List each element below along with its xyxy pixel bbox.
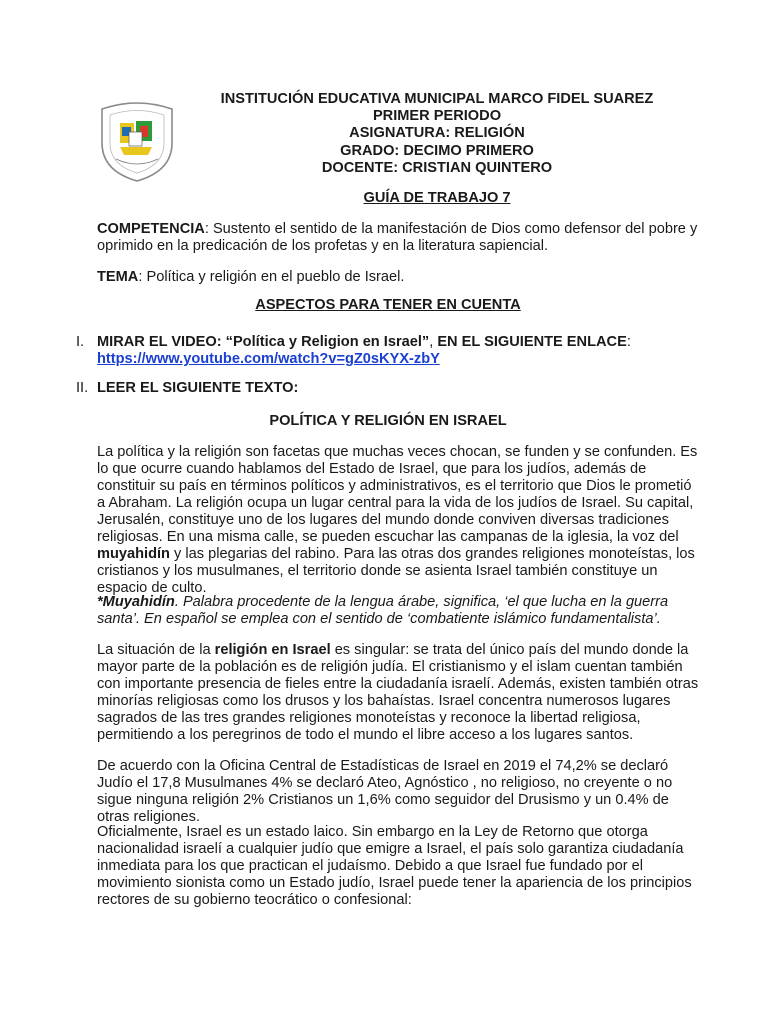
header-period: PRIMER PERIODO (372, 108, 502, 125)
read-instruction: LEER EL SIGUIENTE TEXTO: (97, 380, 299, 396)
competencia-label: COMPETENCIA (97, 221, 205, 237)
body-paragraph (97, 444, 703, 597)
body-paragraph: De acuerdo con la Oficina Central de Estadísticas de Israel en 2019 el 74,2% se declaró Judío el 17,8 Musulmanes 4% se declaró Ateo, Agnóstico , no religioso, no creyente o no sigue ninguna religión 2% Cristianos un 1,6% como seguidor del Drusismo y un 0.4% de otras religiones. (97, 758, 673, 825)
tema-paragraph (97, 269, 703, 286)
paragraph-text: La política y la religión son facetas que muchas veces chocan, se funden y se confunden. Es lo que ocurre cuando hablamos del Estado de Israel, que para los judíos, además de constituir su país en términos políticos y administrativos, es el territorio que Dios le prometió a Abraham. La religión ocupa un lugar central para la vida de los judíos de Israel. Su capital, Jerusalén, constituye uno de los lugares del mundo donde conviven diversas tradiciones religiosas. En una misma calle, se pueden escuchar las campanas de la iglesia, la voz del (97, 444, 698, 545)
body-paragraph (97, 642, 703, 744)
header-grade: GRADO: DECIMO PRIMERO (340, 142, 534, 159)
body-paragraph: Oficialmente, Israel es un estado laico. Sin embargo en la Ley de Retorno que otorga nacionalidad israelí a cualquier judío que emigre a Israel, el país solo garantiza ciudadanía inmediata para los que practican el judaísmo. Debido a que Israel fue fundado por el movimiento sionista como un Estado judío, Israel puede tener la apariencia de los principios rectores de su gobierno teocrático o confesional: (97, 824, 692, 908)
footnote-text: . Palabra procedente de la lengua árabe, significa, ‘el que lucha en la guerra santa’. En español se emplea con el sentido de ‘combatiente islámico fundamentalista’. (97, 594, 669, 627)
video-colon: : (626, 334, 631, 350)
competencia-paragraph (97, 221, 703, 255)
paragraph-bold-text: muyahidín (97, 546, 170, 562)
document-header (200, 91, 674, 177)
video-instruction-link-label: EN EL SIGUIENTE ENLACE (437, 334, 627, 350)
competencia-text: : Sustento el sentido de la manifestación de Dios como defensor del pobre y oprimido en la predicación de los profetas y en la literatura sapiencial. (97, 221, 698, 254)
aspectos-heading: ASPECTOS PARA TENER EN CUENTA (255, 297, 521, 313)
school-crest-logo (96, 99, 178, 183)
footnote-paragraph (97, 594, 703, 628)
video-instruction: MIRAR EL VIDEO: “Política y Religion en Israel” (97, 334, 430, 350)
header-subject: ASIGNATURA: RELIGIÓN (349, 125, 525, 142)
footnote-term: *Muyahidín (97, 594, 175, 610)
youtube-link[interactable]: https://www.youtube.com/watch?v=gZ0sKYX-zbY (97, 351, 440, 367)
tema-text: : Política y religión en el pueblo de Israel. (138, 269, 405, 285)
header-teacher: DOCENTE: CRISTIAN QUINTERO (321, 159, 553, 176)
video-comma: , (429, 334, 438, 350)
guide-title: GUÍA DE TRABAJO 7 (363, 190, 511, 206)
list-number: I. (76, 334, 85, 350)
paragraph-text: es singular: se trata del único país del mundo donde la mayor parte de la población es de religión judía. El cristianismo y el islam cuentan también con importante presencia de fieles entre la ciudadanía israelí. Además, existen también otras minorías religiosas como los drusos y los bahaístas. Israel concentra numerosos lugares sagrados de las tres grandes religiones monoteístas y reconoce la libertad religiosa, permitiendo a los peregrinos de todo el mundo el libre acceso a los lugares santos. (97, 642, 699, 743)
header-institution: INSTITUCIÓN EDUCATIVA MUNICIPAL MARCO FIDEL SUAREZ (220, 91, 654, 107)
tema-label: TEMA (97, 269, 139, 285)
paragraph-bold-text: religión en Israel (214, 642, 331, 658)
text-title: POLÍTICA Y RELIGIÓN EN ISRAEL (269, 413, 507, 429)
list-number: II. (76, 380, 89, 396)
paragraph-text: y las plegarias del rabino. Para las otras dos grandes religiones monoteístas, los cristianos y los musulmanes, el territorio donde se asienta Israel también constituye un espacio de culto. (97, 546, 695, 596)
paragraph-text: La situación de la (97, 642, 215, 658)
